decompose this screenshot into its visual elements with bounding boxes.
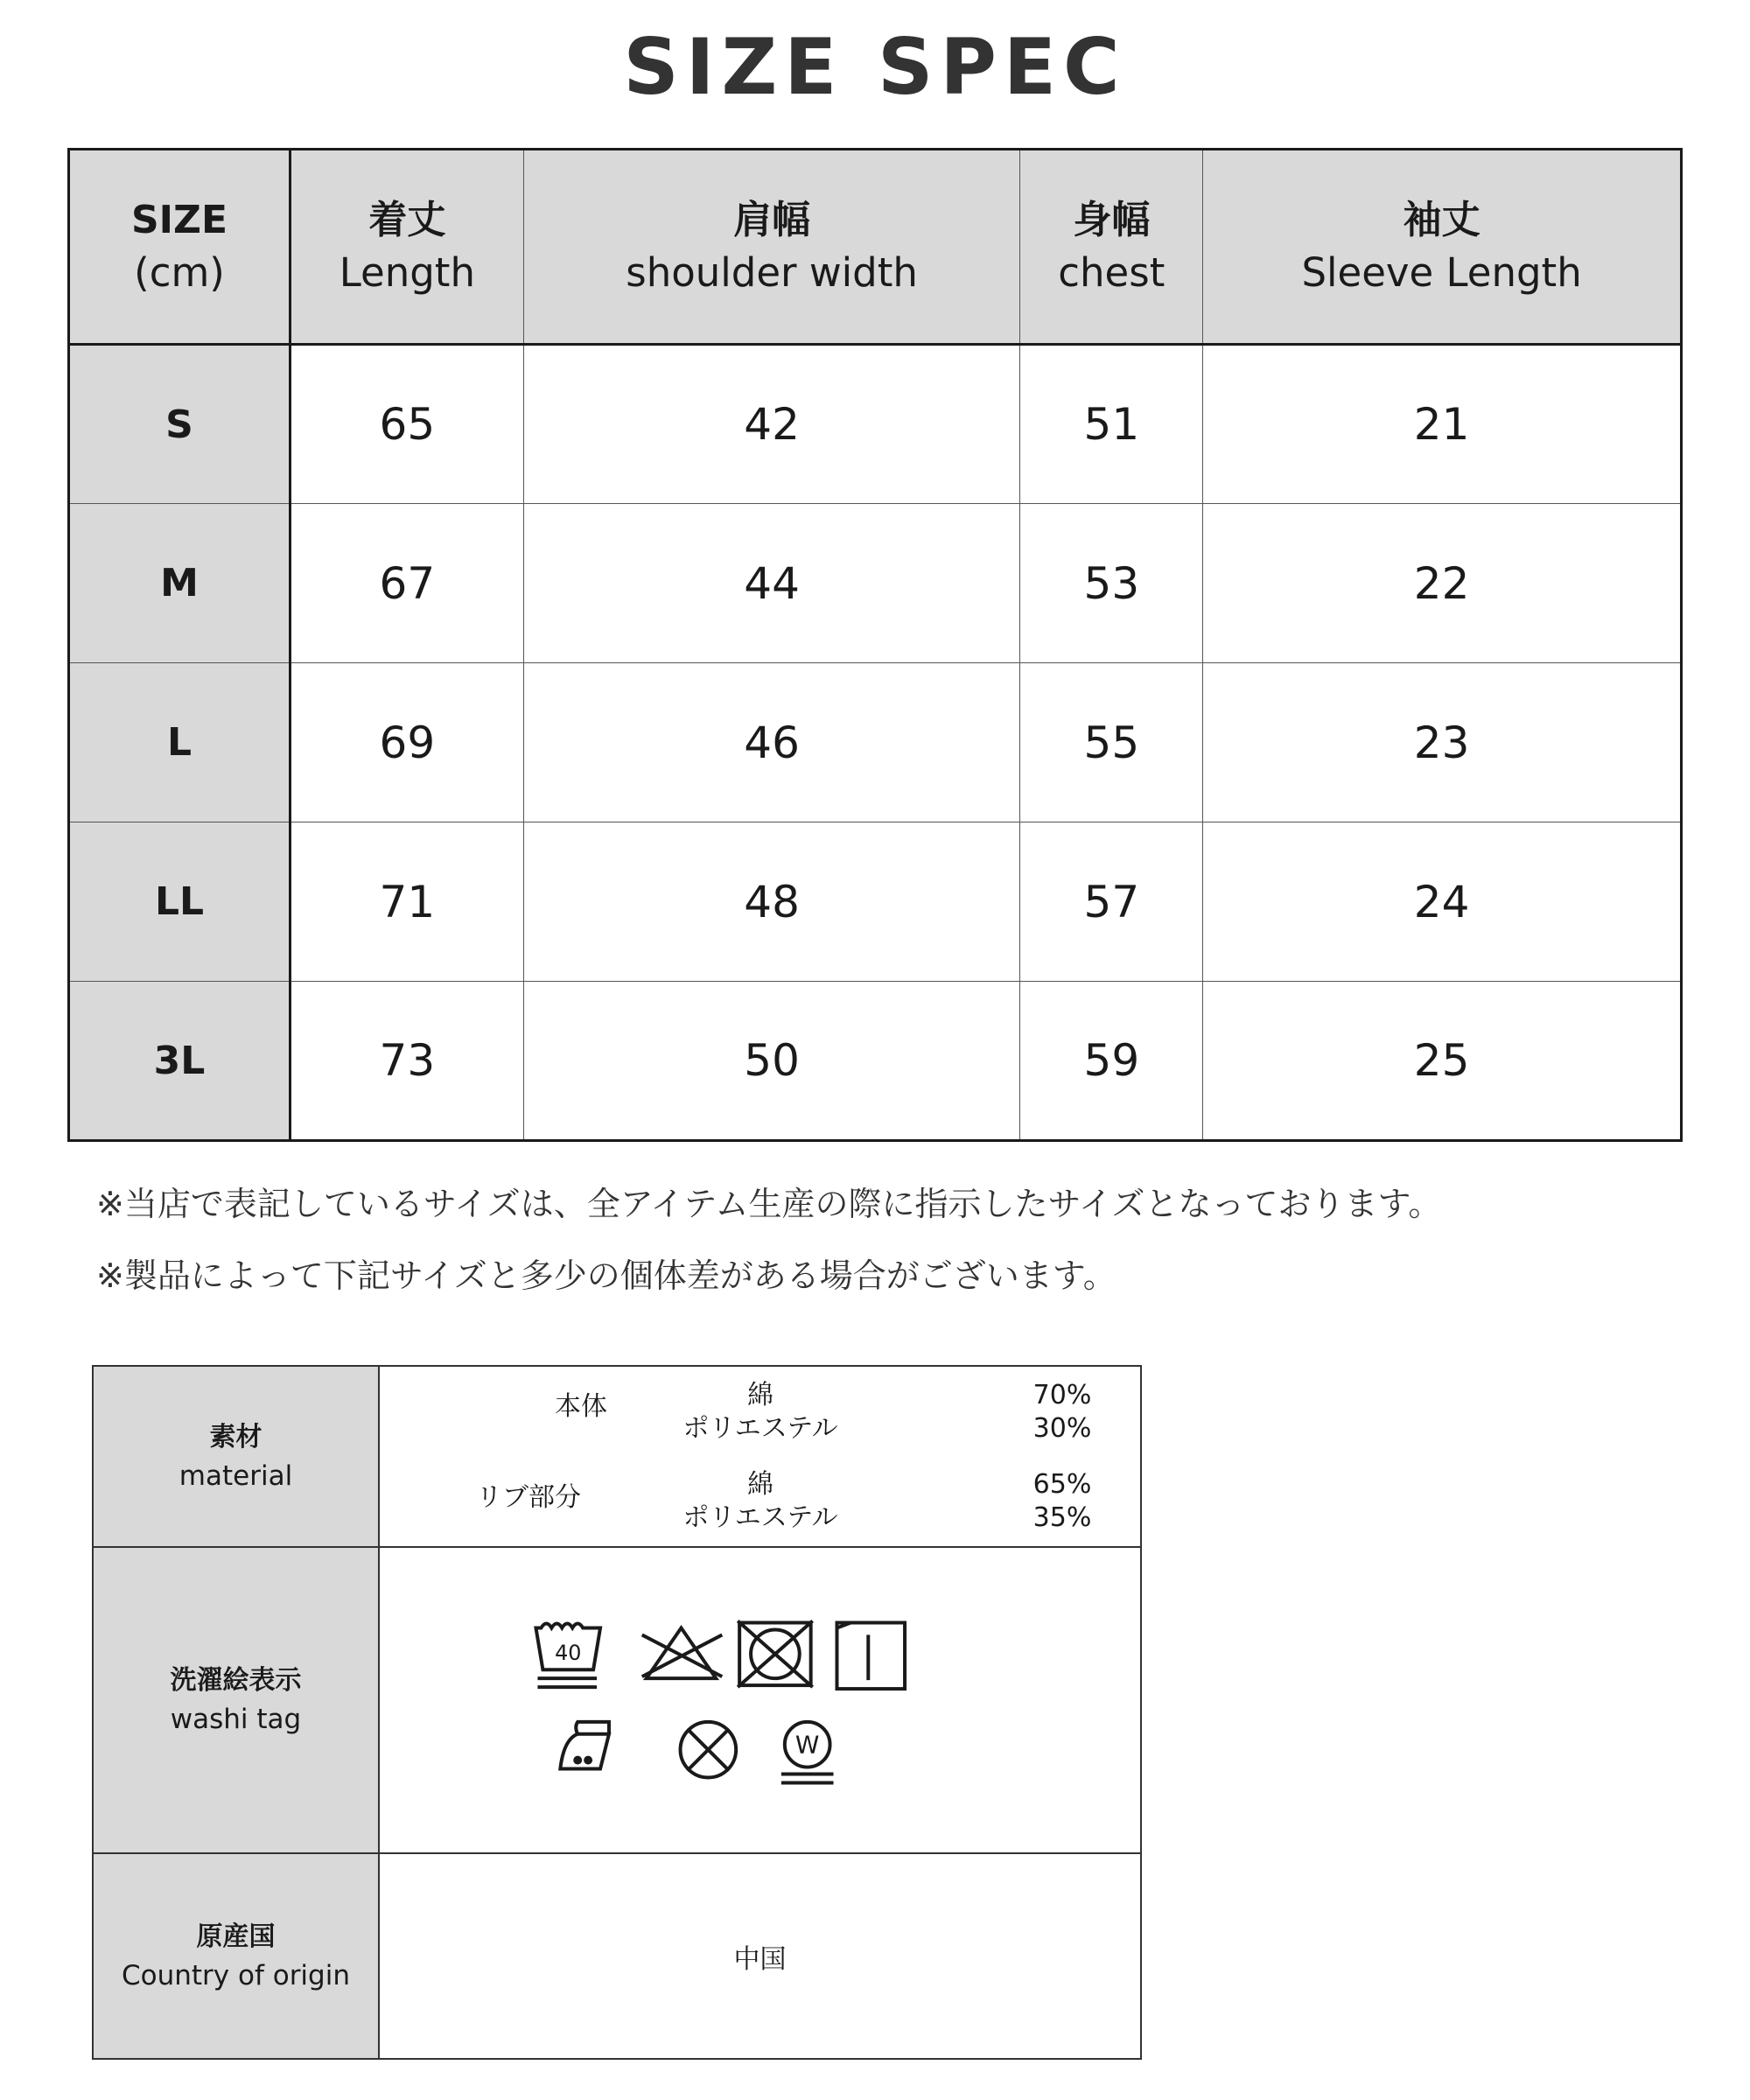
material-label-en: material [178,1460,293,1492]
drip-dry-icon [836,1623,905,1690]
origin-label [93,1853,379,2059]
material-composition [379,1366,1141,1547]
shoulder-value: 44 [523,504,1020,663]
fiber-percent: 35% [1032,1502,1092,1533]
shoulder-value: 50 [523,982,1020,1141]
header-sleeve-jp: 袖丈 [1403,198,1480,242]
sleeve-value: 21 [1203,345,1682,504]
page-title: SIZE SPEC [623,22,1127,112]
washi-label-en: washi tag [170,1704,302,1735]
chest-value: 57 [1020,822,1203,982]
header-chest-jp: 身幅 [1073,198,1151,242]
fiber-name: 綿 [747,1380,774,1410]
origin-label-en: Country of origin [121,1959,350,1992]
table-row [69,663,1682,822]
length-value: 67 [290,504,524,663]
material-part-name: 本体 [555,1391,607,1422]
size-label: L [69,663,290,822]
material-label [93,1366,379,1547]
fiber-percent: 70% [1032,1380,1092,1410]
washi-label [93,1547,379,1853]
size-table-header-row [69,150,1682,345]
length-value: 73 [290,982,524,1141]
material-percents [1010,1379,1115,1446]
material-part-row [380,1379,1140,1458]
wet-clean-icon [781,1722,834,1783]
origin-row [93,1853,1141,2059]
header-shoulder [523,150,1020,345]
no-bleach-icon [642,1628,722,1678]
note-size-indication: ※当店で表記しているサイズは、全アイテム生産の際に指示したサイズとなっております。 [96,1185,1442,1223]
fiber-name: ポリエステル [682,1413,838,1444]
size-label: M [69,504,290,663]
washi-label-jp: 洗濯絵表示 [170,1665,302,1696]
header-length [290,150,524,345]
header-shoulder-jp: 肩幅 [733,198,811,242]
sleeve-value: 25 [1203,982,1682,1141]
wash-40-icon [536,1624,600,1688]
header-sleeve-en: Sleeve Length [1301,249,1582,296]
iron-medium-icon [560,1722,609,1769]
size-label: 3L [69,982,290,1141]
washi-tag-symbols [379,1547,1141,1853]
washi-row [93,1547,1141,1853]
material-info-table [92,1365,1142,2060]
material-percents [1010,1468,1115,1535]
chest-value: 53 [1020,504,1203,663]
header-chest [1020,150,1203,345]
table-row [69,345,1682,504]
sleeve-value: 22 [1203,504,1682,663]
chest-value: 55 [1020,663,1203,822]
length-value: 71 [290,822,524,982]
size-spec-table [67,148,1683,1142]
size-label: S [69,345,290,504]
no-dry-clean-icon [681,1722,737,1778]
header-chest-en: chest [1058,249,1166,296]
fiber-name: 綿 [747,1469,774,1500]
origin-value: 中国 [379,1853,1141,2059]
length-value: 65 [290,345,524,504]
header-size-label: SIZE [130,198,228,242]
fiber-name: ポリエステル [682,1502,838,1533]
origin-label-jp: 原産国 [196,1921,276,1952]
header-sleeve [1203,150,1682,345]
material-row [93,1366,1141,1547]
fiber-percent: 30% [1032,1413,1092,1444]
wash-temp-label: 40 [555,1641,582,1666]
header-length-jp: 着丈 [368,198,446,242]
note-individual-difference: ※製品によって下記サイズと多少の個体差がある場合がございます。 [96,1256,1116,1295]
header-shoulder-en: shoulder width [626,249,918,296]
table-row [69,822,1682,982]
fiber-percent: 65% [1032,1469,1092,1500]
material-part-row [380,1468,1140,1547]
material-part-name: リブ部分 [476,1482,581,1513]
care-symbols [380,1548,1140,1852]
wet-clean-letter: W [794,1730,820,1760]
material-fibers [629,1379,892,1446]
material-fibers [629,1468,892,1535]
chest-value: 59 [1020,982,1203,1141]
shoulder-value: 42 [523,345,1020,504]
size-notes [96,1168,1671,1312]
table-row [69,982,1682,1141]
sleeve-value: 23 [1203,663,1682,822]
shoulder-value: 48 [523,822,1020,982]
header-size-unit: (cm) [134,249,225,296]
material-label-jp: 素材 [209,1421,262,1452]
header-length-en: Length [339,249,475,296]
chest-value: 51 [1020,345,1203,504]
length-value: 69 [290,663,524,822]
shoulder-value: 46 [523,663,1020,822]
size-label: LL [69,822,290,982]
sleeve-value: 24 [1203,822,1682,982]
table-row [69,504,1682,663]
header-size [69,150,290,345]
no-tumble-dry-icon [738,1621,813,1688]
